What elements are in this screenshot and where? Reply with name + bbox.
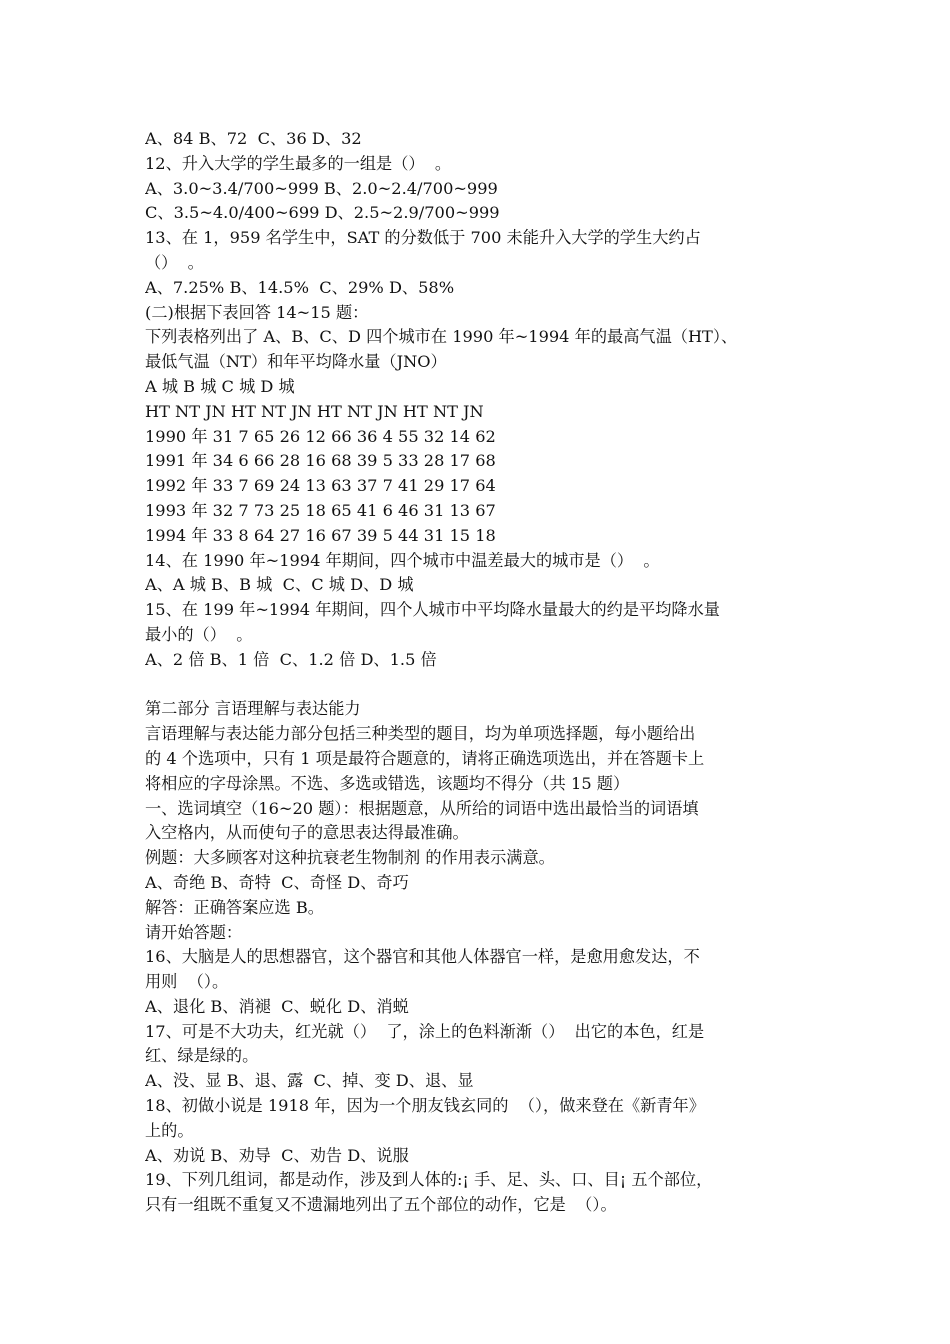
text-line: 12、升入大学的学生最多的一组是（） 。	[145, 153, 452, 173]
document-page	[145, 127, 825, 1218]
text-line: （） 。	[145, 252, 204, 272]
text-line: 1992 年 33 7 69 24 13 63 37 7 41 29 17 64	[145, 476, 496, 496]
text-line: 1990 年 31 7 65 26 12 66 36 4 55 32 14 62	[145, 426, 496, 446]
text-line: 1993 年 32 7 73 25 18 65 41 6 46 31 13 67	[145, 500, 496, 520]
text-line: A 城 B 城 C 城 D 城	[145, 376, 295, 396]
text-line: A、退化 B、消褪 C、蜕化 D、消蜕	[145, 996, 409, 1016]
text-line: A、劝说 B、劝导 C、劝告 D、说服	[145, 1145, 409, 1165]
text-line: 将相应的字母涂黑。不选、多选或错选，该题均不得分（共 15 题）	[145, 773, 630, 793]
text-line: 15、在 199 年~1994 年期间，四个人城市中平均降水量最大的约是平均降水量	[145, 600, 720, 620]
text-line: 14、在 1990 年~1994 年期间，四个城市中温差最大的城市是（） 。	[145, 550, 660, 570]
text-line: 红、绿是绿的。	[145, 1046, 259, 1066]
text-line: 例题：大多顾客对这种抗衰老生物制剂 的作用表示满意。	[145, 848, 555, 868]
text-line: 的 4 个选项中，只有 1 项是最符合题意的，请将正确选项选出，并在答题卡上	[145, 748, 705, 768]
text-line: 下列表格列出了 A、B、C、D 四个城市在 1990 年~1994 年的最高气温（HT）、	[145, 327, 738, 347]
text-line: A、2 倍 B、1 倍 C、1.2 倍 D、1.5 倍	[145, 649, 437, 669]
text-line: 13、在 1，959 名学生中，SAT 的分数低于 700 未能升入大学的学生大约占	[145, 228, 701, 248]
text-line: 只有一组既不重复又不遗漏地列出了五个部位的动作，它是 （）。	[145, 1195, 617, 1215]
text-line: 19、下列几组词，都是动作，涉及到人体的:¡ 手、足、头、口、目¡ 五个部位，	[145, 1170, 713, 1190]
text-line: A、7.25% B、14.5% C、29% D、58%	[145, 277, 455, 297]
text-line: 入空格内，从而使句子的意思表达得最准确。	[145, 823, 469, 843]
blank-line	[145, 673, 825, 698]
text-line: 一、选词填空（16~20 题）：根据题意，从所给的词语中选出最恰当的词语填	[145, 798, 699, 818]
text-line: (二)根据下表回答 14~15 题：	[145, 302, 369, 322]
text-line: 18、初做小说是 1918 年，因为一个朋友钱玄同的 （），做来登在《新青年》	[145, 1096, 705, 1116]
text-line: 上的。	[145, 1120, 194, 1140]
text-line: A、A 城 B、B 城 C、C 城 D、D 城	[145, 575, 414, 595]
text-line: A、3.0~3.4/700~999 B、2.0~2.4/700~999	[145, 178, 498, 198]
text-line: 用则 （）。	[145, 972, 229, 992]
text-line: 第二部分 言语理解与表达能力	[145, 699, 361, 719]
text-line: 17、可是不大功夫，红光就（） 了，涂上的色料渐渐（） 出它的本色，红是	[145, 1021, 705, 1041]
text-line: 16、大脑是人的思想器官，这个器官和其他人体器官一样，是愈用愈发达，不	[145, 947, 700, 967]
text-line: A、奇绝 B、奇特 C、奇怪 D、奇巧	[145, 872, 409, 892]
text-line: 1991 年 34 6 66 28 16 68 39 5 33 28 17 68	[145, 451, 496, 471]
text-line: 1994 年 33 8 64 27 16 67 39 5 44 31 15 18	[145, 525, 496, 545]
text-line: C、3.5~4.0/400~699 D、2.5~2.9/700~999	[145, 203, 500, 223]
text-line: 解答：正确答案应选 B。	[145, 897, 324, 917]
text-line: A、没、显 B、退、露 C、掉、变 D、退、显	[145, 1071, 474, 1091]
text-line: 请开始答题：	[145, 922, 243, 942]
text-line: A、84 B、72 C、36 D、32	[145, 129, 362, 148]
text-line: 言语理解与表达能力部分包括三种类型的题目，均为单项选择题，每小题给出	[145, 724, 696, 744]
text-line: 最小的（） 。	[145, 624, 253, 644]
text-line: HT NT JN HT NT JN HT NT JN HT NT JN	[145, 401, 484, 421]
text-line: 最低气温（NT）和年平均降水量（JNO）	[145, 352, 447, 372]
